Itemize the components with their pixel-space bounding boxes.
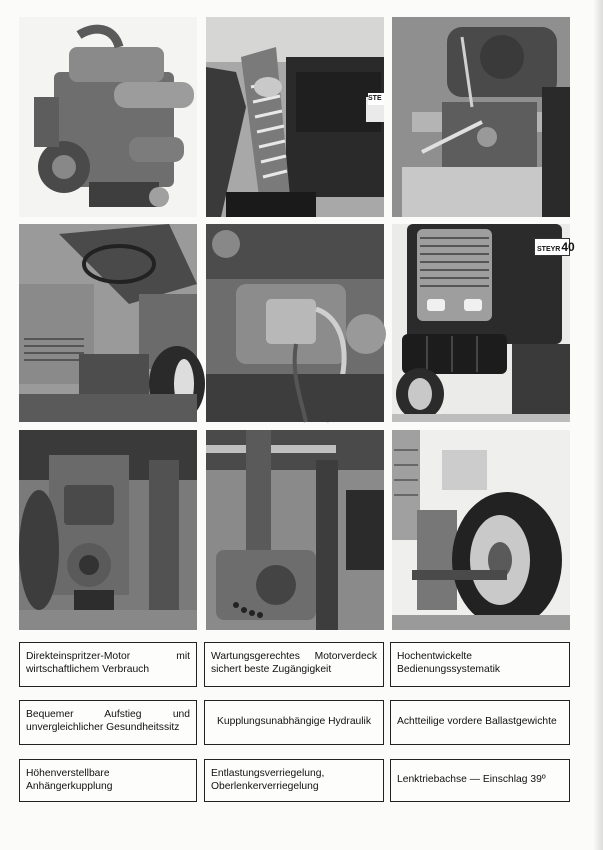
photo-steering-axle bbox=[392, 430, 570, 630]
photo-hydraulics bbox=[206, 224, 384, 422]
caption-ballast: Achtteilige vordere Ballastgewichte bbox=[390, 700, 570, 745]
photo-controls bbox=[392, 17, 570, 217]
steering-axle-illustration bbox=[392, 430, 570, 630]
caption-hood: Wartungsgerechtes Motorverdeck sichert beste Zugängigkeit bbox=[204, 642, 384, 687]
hood-badge bbox=[368, 93, 384, 105]
caption-hitch: Höhenverstellbare Anhängerkupplung bbox=[19, 759, 197, 802]
photo-cab-step-seat bbox=[19, 224, 197, 422]
photo-engine bbox=[19, 17, 197, 217]
badge-model: 40 bbox=[561, 240, 575, 254]
lift-arms-illustration bbox=[206, 430, 384, 630]
page-edge-shadow bbox=[593, 0, 603, 850]
steyr-badge bbox=[534, 238, 575, 256]
cab-step-illustration bbox=[19, 224, 197, 422]
engine-illustration bbox=[19, 17, 197, 217]
caption-hydraulics: Kupplungsunabhängige Hydraulik bbox=[204, 700, 384, 745]
photo-hood bbox=[206, 17, 384, 217]
caption-steering-axle: Lenktriebachse — Einschlag 39º bbox=[390, 759, 570, 802]
caption-step-seat: Bequemer Aufstieg und unvergleichlicher Gesundheitssitz bbox=[19, 700, 197, 745]
hood-badge-text: STE bbox=[368, 95, 382, 102]
badge-brand: STEYR bbox=[537, 246, 561, 253]
rear-hitch-illustration bbox=[19, 430, 197, 630]
controls-illustration bbox=[392, 17, 570, 217]
photo-lift-arms bbox=[206, 430, 384, 630]
hydraulics-illustration bbox=[206, 224, 384, 422]
caption-controls: Hochentwickelte Bedienungssystematik bbox=[390, 642, 570, 687]
hood-illustration bbox=[206, 17, 384, 217]
photo-rear-hitch bbox=[19, 430, 197, 630]
caption-locks: Entlastungsverriegelung, Oberlenkerverriegelung bbox=[204, 759, 384, 802]
caption-engine: Direkteinspritzer-Motor mit wirtschaftlichem Verbrauch bbox=[19, 642, 197, 687]
photo-front-ballast bbox=[392, 224, 575, 422]
